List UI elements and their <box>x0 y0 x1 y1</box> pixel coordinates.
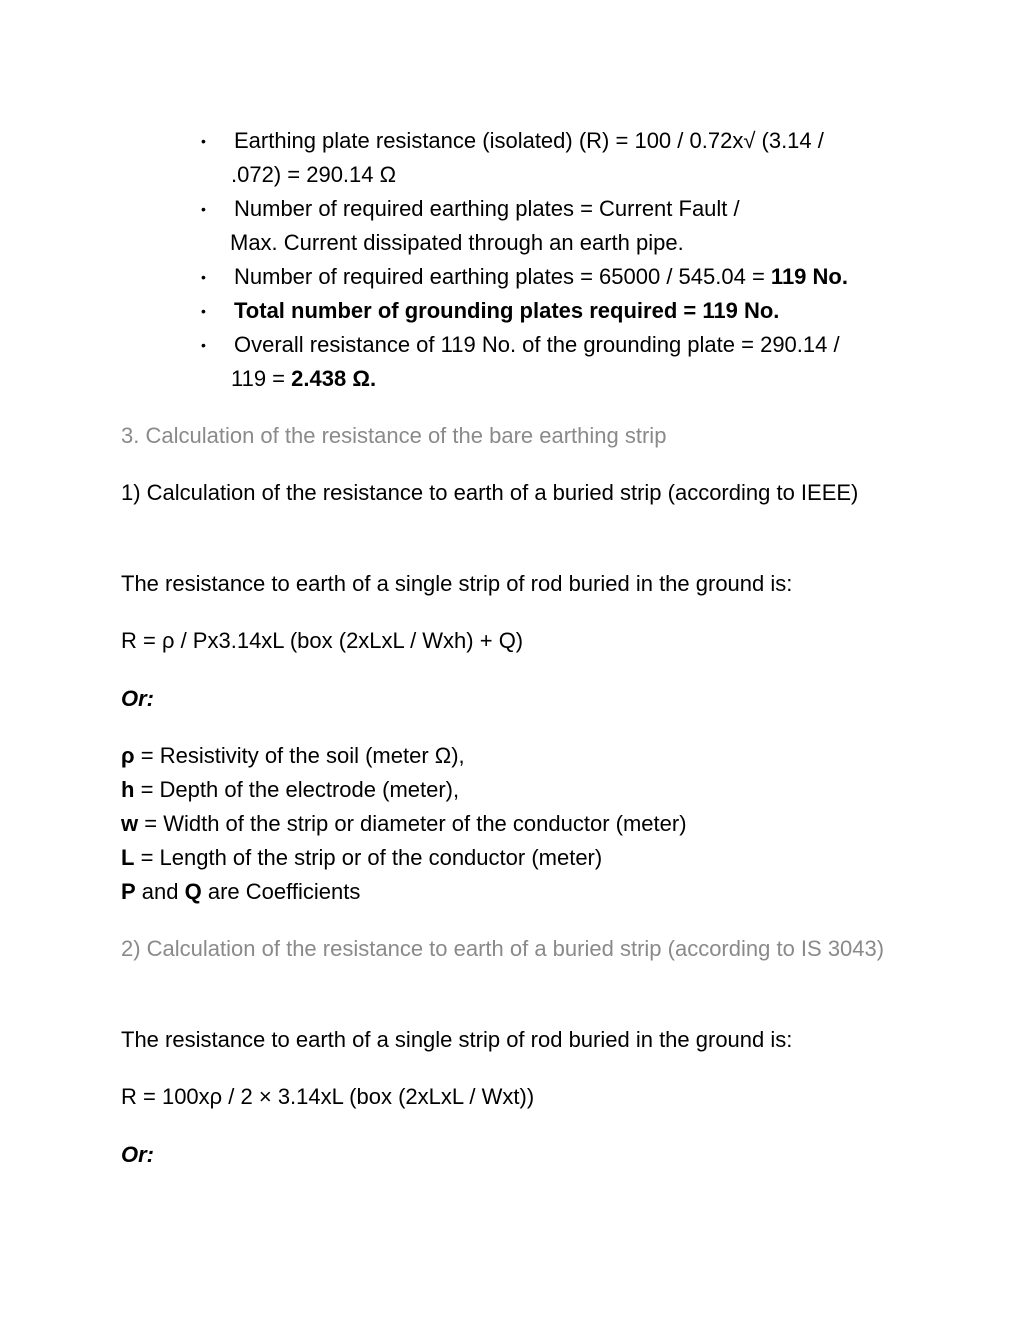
definition-text: = Depth of the electrode (meter), <box>134 777 460 802</box>
bullet-bold-text: 119 No. <box>770 264 848 289</box>
bullet-text: Overall resistance of 119 No. of the grounding plate = 290.14 / <box>234 332 840 357</box>
definition-text: = Width of the strip or diameter of the conductor (meter) <box>138 811 687 836</box>
bullet-text: Number of required earthing plates = 65000 / 545.04 = <box>234 264 771 289</box>
bullet-dot: • <box>201 201 206 217</box>
list-item <box>200 294 920 328</box>
definition-item <box>121 875 891 909</box>
definition-item <box>121 739 891 773</box>
bullet-text: Earthing plate resistance (isolated) (R) = 100 / 0.72x√ (3.14 / <box>234 128 824 153</box>
bullet-dot: • <box>201 303 206 319</box>
bullet-text-continued <box>231 362 920 396</box>
or-label: Or: <box>121 1142 154 1167</box>
definition-text: are Coefficients <box>201 879 361 904</box>
subsection-heading: 1) Calculation of the resistance to earth of a buried strip (according to IEEE) <box>121 480 859 505</box>
list-item <box>200 124 920 192</box>
bullet-dot: • <box>201 133 206 149</box>
definition-list <box>121 739 891 909</box>
bullet-bold-text: Total number of grounding plates required = 119 No. <box>234 298 780 323</box>
bullet-text-continued: .072) = 290.14 Ω <box>231 162 397 187</box>
formula: R = 100xρ / 2 × 3.14xL (box (2xLxL / Wxt)) <box>121 1084 535 1109</box>
bullet-dot: • <box>201 269 206 285</box>
bullet-list <box>200 124 920 396</box>
formula: R = ρ / Px3.14xL (box (2xLxL / Wxh) + Q) <box>121 628 524 653</box>
bullet-text: Number of required earthing plates = Current Fault / <box>234 196 740 221</box>
definition-text: = Resistivity of the soil (meter Ω), <box>134 743 465 768</box>
definition-symbol: ρ <box>121 743 135 768</box>
definition-symbol: w <box>121 811 139 836</box>
definition-symbol: P <box>121 879 136 904</box>
definition-item <box>121 841 891 875</box>
list-item <box>200 328 920 396</box>
paragraph: The resistance to earth of a single strip of rod buried in the ground is: <box>121 571 793 596</box>
list-item <box>200 192 920 260</box>
bullet-dot: • <box>201 337 206 353</box>
bullet-text: 119 = <box>231 366 292 391</box>
definition-text: and <box>135 879 185 904</box>
definition-symbol: Q <box>184 879 202 904</box>
or-label: Or: <box>121 686 154 711</box>
definition-item <box>121 807 891 841</box>
definition-symbol: L <box>121 845 135 870</box>
paragraph: The resistance to earth of a single strip of rod buried in the ground is: <box>121 1027 793 1052</box>
section-heading: 3. Calculation of the resistance of the bare earthing strip <box>121 423 667 448</box>
list-item <box>200 260 920 294</box>
definition-symbol: h <box>121 777 135 802</box>
subsection-heading: 2) Calculation of the resistance to earth of a buried strip (according to IS 3043) <box>121 936 885 961</box>
definition-item <box>121 773 891 807</box>
bullet-text-continued: Max. Current dissipated through an earth pipe. <box>230 230 684 255</box>
definition-text: = Length of the strip or of the conductor (meter) <box>134 845 603 870</box>
bullet-bold-text: 2.438 Ω. <box>291 366 377 391</box>
